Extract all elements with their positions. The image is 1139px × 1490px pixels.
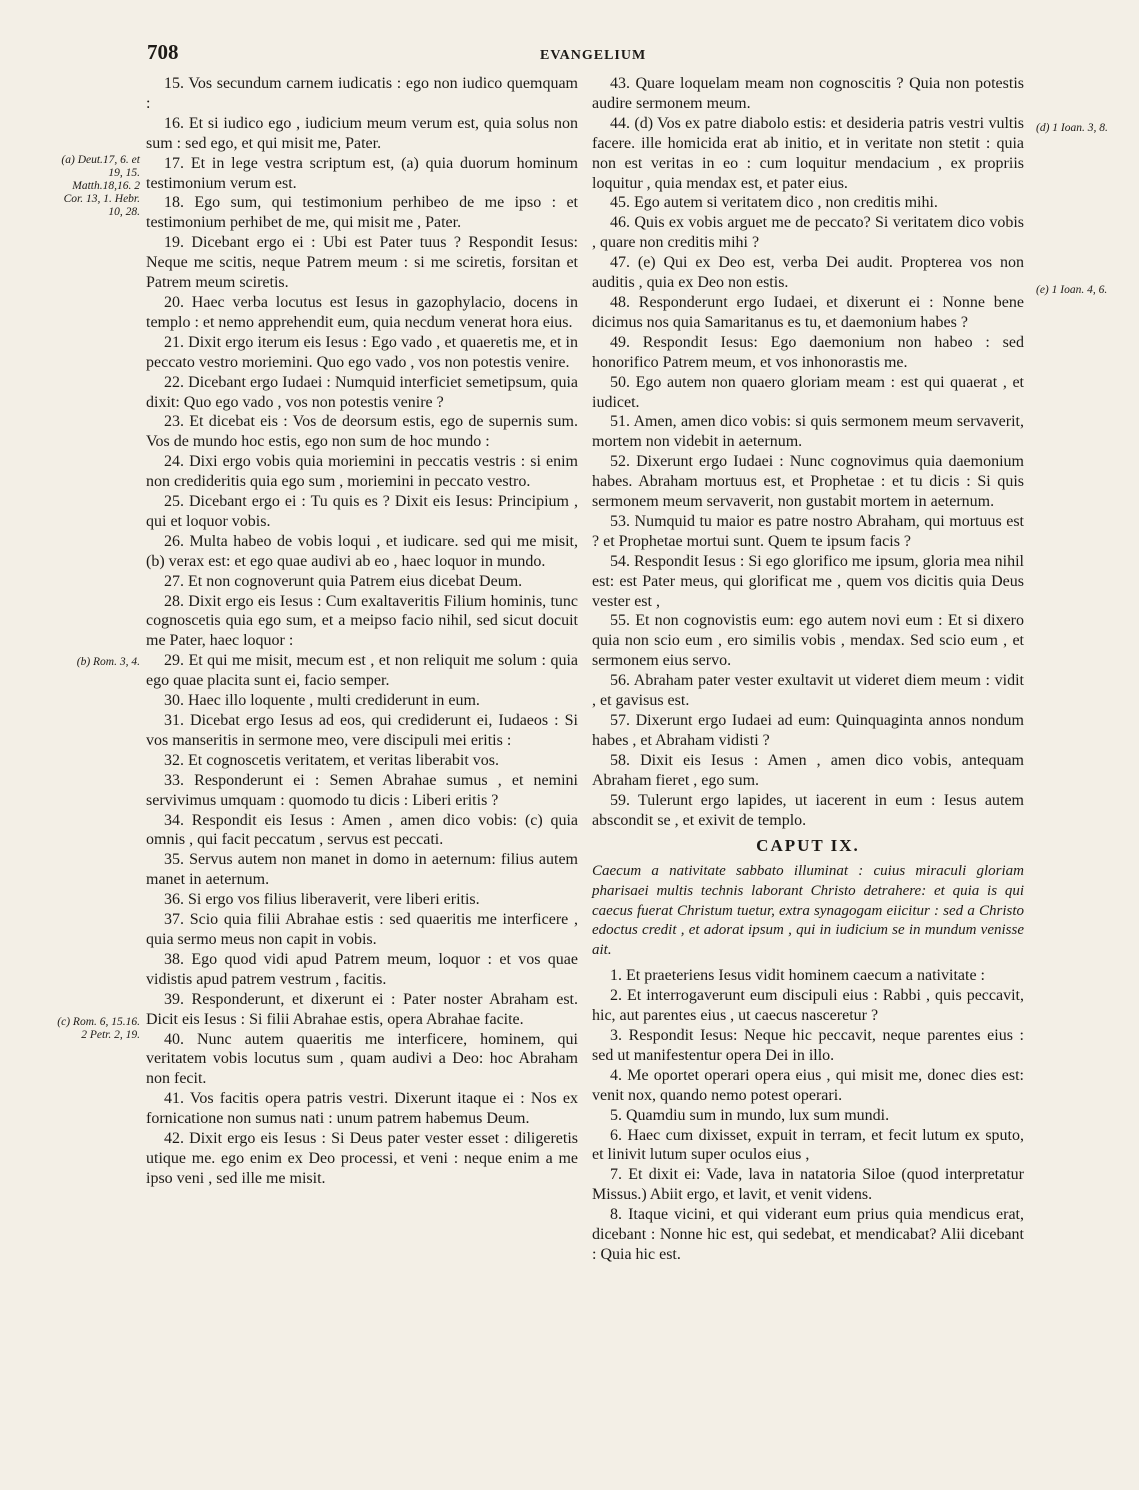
right-column	[592, 74, 1024, 1265]
verse: 1. Et praeteriens Iesus vidit hominem caecum a nativitate :	[610, 967, 985, 985]
verse: 19. Dicebant ergo ei : Ubi est Pater tuus ? Respondit Iesus: Neque me scitis, neque Patrem meum : si me sciretis, forsitan et Patrem meum sciretis.	[146, 234, 578, 292]
marginal-note-a: (a) Deut.17, 6. et 19, 15. Matth.18,16. 2 Cor. 13, 1. Hebr. 10, 28.	[61, 154, 140, 218]
chapter-heading: CAPUT IX.	[756, 836, 860, 856]
verse: 20. Haec verba locutus est Iesus in gazophylacio, docens in templo : et nemo apprehendit eum, quia necdum venerat hora eius.	[146, 293, 578, 331]
verse: 52. Dixerunt ergo Iudaei : Nunc cognovimus quia daemonium habes. Abraham mortuus est, et Prophetae : et tu dicis : Si quis sermonem meum servaverit, non gustabit mortem in aeternum.	[592, 453, 1024, 511]
verse: 24. Dixi ergo vobis quia moriemini in peccatis vestris : si enim non credideritis quia ego sum , moriemini in peccato vestro.	[146, 453, 578, 491]
verse: 22. Dicebant ergo Iudaei : Numquid interficiet semetipsum, quia dixit: Quo ego vado , vos non potestis venire ?	[146, 373, 578, 411]
verse: 25. Dicebant ergo ei : Tu quis es ? Dixit eis Iesus: Principium , qui et loquor vobis.	[146, 493, 578, 530]
verse: 26. Multa habeo de vobis loqui , et iudicare. sed qui me misit, (b) verax est: et ego quae audivi ab eo , haec loquor in mundo.	[146, 532, 578, 570]
verse: 23. Et dicebat eis : Vos de deorsum estis, ego de supernis sum. Vos de mundo hoc estis, ego non sum de hoc mundo :	[146, 413, 578, 451]
verse: 33. Responderunt ei : Semen Abrahae sumus , et nemini servivimus umquam : quomodo tu dicis : Liberi eritis ?	[146, 771, 578, 809]
verse: 32. Et cognoscetis veritatem, et veritas liberabit vos.	[164, 751, 500, 769]
verse: 5. Quamdiu sum in mundo, lux sum mundi.	[610, 1106, 890, 1124]
verse: 41. Vos facitis opera patris vestri. Dixerunt itaque ei : Nos ex fornicatione non sumus nati : unum patrem habemus Deum.	[146, 1090, 578, 1128]
verse: 56. Abraham pater vester exultavit ut videret diem meum : vidit , et gavisus est.	[592, 672, 1024, 710]
verse: 58. Dixit eis Iesus : Amen , amen dico vobis, antequam Abraham fieret , ego sum.	[592, 751, 1024, 789]
verse: 44. (d) Vos ex patre diabolo estis: et desideria patris vestri vultis facere. ille homicida erat ab initio, et in veritate non stetit : quia non est veritas in eo : cum loquitur mendacium , ex propriis loquitur , quia mendax est, et pater eius.	[592, 114, 1024, 192]
page-number: 708	[147, 40, 179, 64]
verse: 31. Dicebat ergo Iesus ad eos, qui crediderunt ei, Iudaeos : Si vos manseritis in sermone meo, vere discipuli mei eritis :	[146, 712, 578, 749]
verse: 54. Respondit Iesus : Si ego glorifico me ipsum, gloria mea nihil est: est Pater meus, qui glorificat me , quem vos dicitis quia Deus vester est ,	[592, 552, 1024, 610]
verse: 35. Servus autem non manet in domo in aeternum: filius autem manet in aeternum.	[146, 851, 578, 889]
verse: 3. Respondit Iesus: Neque hic peccavit, neque parentes eius : sed ut manifestentur opera Dei in illo.	[592, 1027, 1024, 1064]
marginal-note-e: (e) 1 Ioan. 4, 6.	[1036, 284, 1108, 296]
marginal-note-c: (c) Rom. 6, 15.16. 2 Petr. 2, 19.	[57, 1016, 140, 1041]
verse: 48. Responderunt ergo Iudaei, et dixerunt ei : Nonne bene dicimus nos quia Samaritanus es tu, et daemonium habes ?	[592, 293, 1024, 331]
verse: 8. Itaque vicini, et qui viderant eum prius quia mendicus erat, dicebant : Nonne hic est, qui sedebat, et mendicabat? Alii dicebant : Quia hic est.	[592, 1206, 1024, 1263]
marginal-note-b: (b) Rom. 3, 4.	[76, 656, 140, 668]
verse: 49. Respondit Iesus: Ego daemonium non habeo : sed honorifico Patrem meum, et vos inhonorastis me.	[592, 333, 1024, 371]
verse: 53. Numquid tu maior es patre nostro Abraham, qui mortuus est ? et Prophetae mortui sunt. Quem te ipsum facis ?	[592, 512, 1024, 550]
verse: 15. Vos secundum carnem iudicatis : ego non iudico quemquam :	[146, 75, 578, 112]
verse: 47. (e) Qui ex Deo est, verba Dei audit. Propterea vos non auditis , quia ex Deo non estis.	[592, 254, 1024, 292]
verse: 17. Et in lege vestra scriptum est, (a) quia duorum hominum testimonium verum est.	[146, 154, 578, 192]
verse: 21. Dixit ergo iterum eis Iesus : Ego vado , et quaeretis me, et in peccato vestro moriemini. Quo ego vado , vos non potestis venire.	[146, 333, 578, 371]
verse: 4. Me oportet operari opera eius , qui misit me, donec dies est: venit nox, quando nemo potest operari.	[592, 1066, 1024, 1104]
left-column	[146, 74, 578, 1189]
verse: 34. Respondit eis Iesus : Amen , amen dico vobis: (c) quia omnis , qui facit peccatum , servus est peccati.	[146, 811, 578, 849]
verse: 2. Et interrogaverunt eum discipuli eius : Rabbi , quis peccavit, hic, aut parentes eius , ut caecus nasceretur ?	[592, 987, 1024, 1025]
verse: 40. Nunc autem quaeritis me interficere, hominem, qui veritatem vobis locutus sum , quam audivi a Deo: hoc Abraham non fecit.	[146, 1030, 578, 1088]
verse: 29. Et qui me misit, mecum est , et non reliquit me solum : quia ego quae placita sunt ei, facio semper.	[146, 652, 578, 690]
verse: 39. Responderunt, et dixerunt ei : Pater noster Abraham est. Dicit eis Iesus : Si filii Abrahae estis, opera Abrahae facite.	[146, 990, 578, 1028]
verse: 18. Ego sum, qui testimonium perhibeo de me ipso : et testimonium perhibet de me, qui misit me , Pater.	[146, 194, 578, 232]
verse: 45. Ego autem si veritatem dico , non creditis mihi.	[610, 194, 938, 212]
verse: 28. Dixit ergo eis Iesus : Cum exaltaveritis Filium hominis, tunc cognoscetis quia ego sum, et a meipso facio nihil, sed sicut docuit me Pater, haec loquor :	[146, 592, 578, 650]
verse: 36. Si ergo vos filius liberaverit, vere liberi eritis.	[164, 891, 480, 909]
verse: 27. Et non cognoverunt quia Patrem eius dicebat Deum.	[164, 572, 523, 590]
verse: 38. Ego quod vidi apud Patrem meum, loquor : et vos quae vidistis apud patrem vestrum , facitis.	[146, 950, 578, 988]
verse: 59. Tulerunt ergo lapides, ut iacerent in eum : Iesus autem abscondit se , et exivit de templo.	[592, 791, 1024, 829]
verse: 37. Scio quia filii Abrahae estis : sed quaeritis me interficere , quia sermo meus non capit in vobis.	[146, 911, 578, 948]
verse: 50. Ego autem non quaero gloriam meam : est qui quaerat , et iudicet.	[592, 373, 1024, 411]
verse: 42. Dixit ergo eis Iesus : Si Deus pater vester esset : diligeretis utique me. ego enim ex Deo processi, et veni : neque enim a me ipso veni , sed ille me misit.	[146, 1130, 578, 1187]
verse: 43. Quare loquelam meam non cognoscitis ? Quia non potestis audire sermonem meum.	[592, 75, 1024, 112]
verse: 7. Et dixit ei: Vade, lava in natatoria Siloe (quod interpretatur Missus.) Abiit ergo, et lavit, et venit videns.	[592, 1166, 1024, 1204]
marginal-note-d: (d) 1 Ioan. 3, 8.	[1036, 122, 1108, 134]
verse: 51. Amen, amen dico vobis: si quis sermonem meum servaverit, mortem non videbit in aeternum.	[592, 413, 1024, 451]
verse: 55. Et non cognovistis eum: ego autem novi eum : Et si dixero quia non scio eum , ero similis vobis , mendax. Sed scio eum , et sermonem eius servo.	[592, 612, 1024, 670]
verse: 6. Haec cum dixisset, expuit in terram, et fecit lutum ex sputo, et linivit lutum super oculos eius ,	[592, 1126, 1024, 1164]
verse: 46. Quis ex vobis arguet me de peccato? Si veritatem dico vobis , quare non creditis mihi ?	[592, 214, 1024, 252]
running-head: EVANGELIUM	[540, 48, 647, 63]
verse: 30. Haec illo loquente , multi crediderunt in eum.	[164, 692, 480, 710]
verse: 57. Dixerunt ergo Iudaei ad eum: Quinquaginta annos nondum habes , et Abraham vidisti ?	[592, 712, 1024, 749]
chapter-summary: Caecum a nativitate sabbato illuminat : cuius miraculi gloriam pharisaei multis technis laborant Christo detrahere: et quia is qui caecus fuerat Christum tuetur, extra synagogam eiicitur : sed a Christo edoctus credit , et adorat ipsum , qui in iudicium se in mundum venisse ait.	[592, 863, 1024, 958]
verse: 16. Et si iudico ego , iudicium meum verum est, quia solus non sum : sed ego, et qui misit me, Pater.	[146, 114, 578, 152]
